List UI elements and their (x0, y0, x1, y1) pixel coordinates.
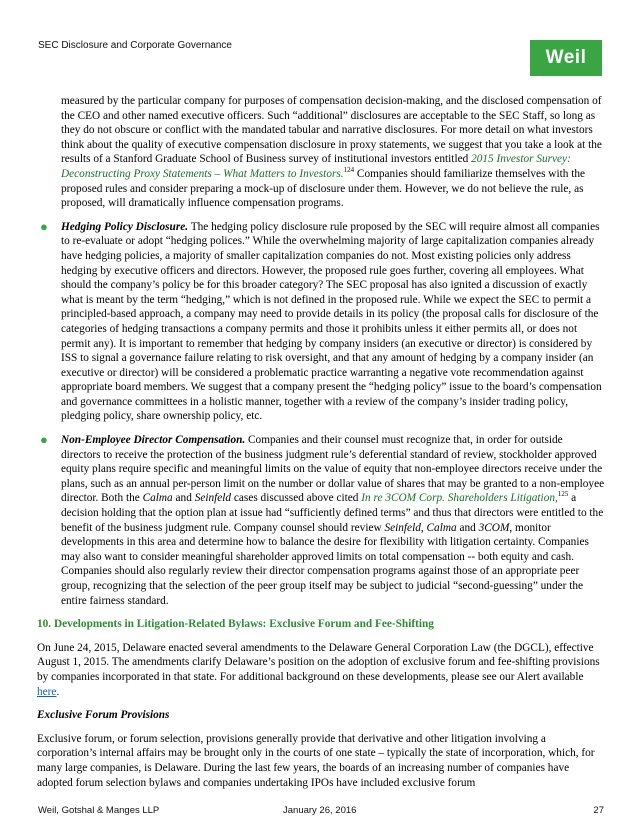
section-10-paragraph-1 (37, 641, 605, 699)
footer-firm: Weil, Gotshal & Manges LLP (38, 805, 160, 816)
intro-text-2: Companies should familiarize themselves with the proposed rules and consider preparing a mock-up of disclosure under them. However, we do not believe the rule, as proposed, will dramatically influence compensation programs. (61, 167, 586, 210)
footnote-ref-124: 124 (343, 166, 355, 175)
case-calma: Calma (426, 521, 457, 534)
paragraph-text: On June 24, 2015, Delaware enacted several amendments to the Delaware General Corporation Law (the DGCL), effective August 1, 2015. The amendments clarify Delaware’s position on the adoption of exclusive forum and fee-shifting provisions by companies incorporated in that state. For additional background on these developments, please see our Alert available (37, 641, 600, 683)
intro-text-1: measured by the particular company for purposes of compensation decision-making, and the disclosed compensation of the CEO and other named executive officers. Such “additional” disclosures are acceptable to the SEC Staff, so long as they do not obscure or conflict with the mandated tabular and narrative disclosures. For more detail on what investors think about the quality of executive compensation disclosure in proxy statements, we suggest that you take a look at the results of a Stanford Graduate School of Business survey of institutional investors entitled (61, 95, 602, 166)
bullet-director-compensation (37, 433, 605, 608)
bullet-text: and (172, 492, 195, 505)
section-10-paragraph-2: Exclusive forum, or forum selection, provisions generally provide that derivative and other litigation involving a corporation’s internal affairs may be brought only in the courts of one state – typically the state of incorporation, which, for many large companies, is Delaware. During the last few years, the boards of an increasing number of companies have adopted forum selection bylaws and companies undertaking IPOs have included exclusive forum (37, 732, 595, 789)
page-number: 27 (593, 805, 604, 816)
case-seinfeld: Seinfeld (194, 492, 232, 505)
intro-citation: 2015 Investor Survey: Deconstructing Proxy Statements – What Matters to Investors. (61, 153, 571, 180)
case-3com-citation: In re 3COM Corp. Shareholders Litigation, (361, 492, 558, 505)
footer-date: January 26, 2016 (283, 805, 357, 816)
intro-paragraph (37, 94, 605, 211)
case-calma: Calma (142, 492, 173, 505)
bullet-hedging-policy (37, 220, 605, 424)
bullet-text: The hedging policy disclosure rule proposed by the SEC will require almost all companies to re-evaluate or adopt “hedging polices.” While the overwhelming majority of large capitalization companies already have hedging policies, a majority of smaller capitalization companies do not. Most existing policies only address hedging by executive officers and directors. However, the proposed rule goes further, covering all employees. What should the company’s policy be for this broader category? The SEC proposal has also ignited a discussion of exactly what is meant by the term “hedging,” which is not defined in the proposed rule. While we expect the SEC to permit a principled-based approach, a company may need to provide details in its policy (the proposal calls for disclosure of the categories of hedging transactions a company permits and those it prohibits unless it either permits all, or does not permit any). It is important to remember that hedging by company insiders (an executive or director) is considered by ISS to signal a governance failure relating to risk oversight, and that any amount of hedging by a company insider (an executive or director) will be considered a problematic practice warranting a negative vote recommendation against appropriate board members. We suggest that a company present the “hedging policy” issue to the board’s compensation and governance committees in a holistic manner, together with a review of the company’s insider trading policy, pledging policy, share ownership policy, etc. (61, 220, 602, 423)
section-10-heading: 10. Developments in Litigation-Related Bylaws: Exclusive Forum and Fee-Shifting (37, 618, 434, 631)
weil-logo: Weil (530, 40, 602, 76)
case-3com: 3COM (478, 521, 510, 534)
document-body (37, 94, 605, 799)
bullet-text: , monitor developments in this area and determine how to balance the desire for flexibility with litigation certainty. Companies may also want to consider meaningful shareholder approved limits on total compensation -- both equity and cash. Companies should also regularly review their director compensation programs against those of an appropriate peer group, recognizing that the selection of the peer group itself may be subject to judicial “second-guessing” under the entire fairness standard. (61, 521, 589, 607)
case-seinfeld: Seinfeld (384, 521, 421, 534)
bullet-icon: ● (40, 432, 48, 448)
bullet-text: , (420, 521, 427, 534)
footnote-ref-125: 125 (557, 490, 569, 499)
header-title: SEC Disclosure and Corporate Governance (38, 40, 232, 51)
alert-link[interactable]: here (37, 685, 57, 698)
bullet-text: Companies and their counsel must recognize that, in order for outside directors to receive the protection of the business judgment rule’s deferential standard of review, stockholder approved equity plans require specific and meaningful limits on the value of equity that non-employee directors receive under the plans, such as an annual per-person limit on the number or dollar value of shares that may be granted to a non-employee director. Both the (61, 434, 605, 505)
paragraph-text: . (56, 685, 60, 698)
bullet-text: cases discussed above cited (231, 492, 362, 505)
bullet-icon: ● (40, 218, 48, 234)
bullet-lead: Hedging Policy Disclosure. (61, 220, 189, 233)
bullet-lead: Non-Employee Director Compensation. (61, 434, 246, 447)
bullet-text: and (456, 521, 479, 534)
exclusive-forum-subheading: Exclusive Forum Provisions (37, 709, 170, 722)
bullet-text: a decision holding that the option plan at issue had “sufficiently defined terms” and thus that directors were entitled to the benefit of the business judgment rule. Company counsel should review (61, 492, 604, 534)
